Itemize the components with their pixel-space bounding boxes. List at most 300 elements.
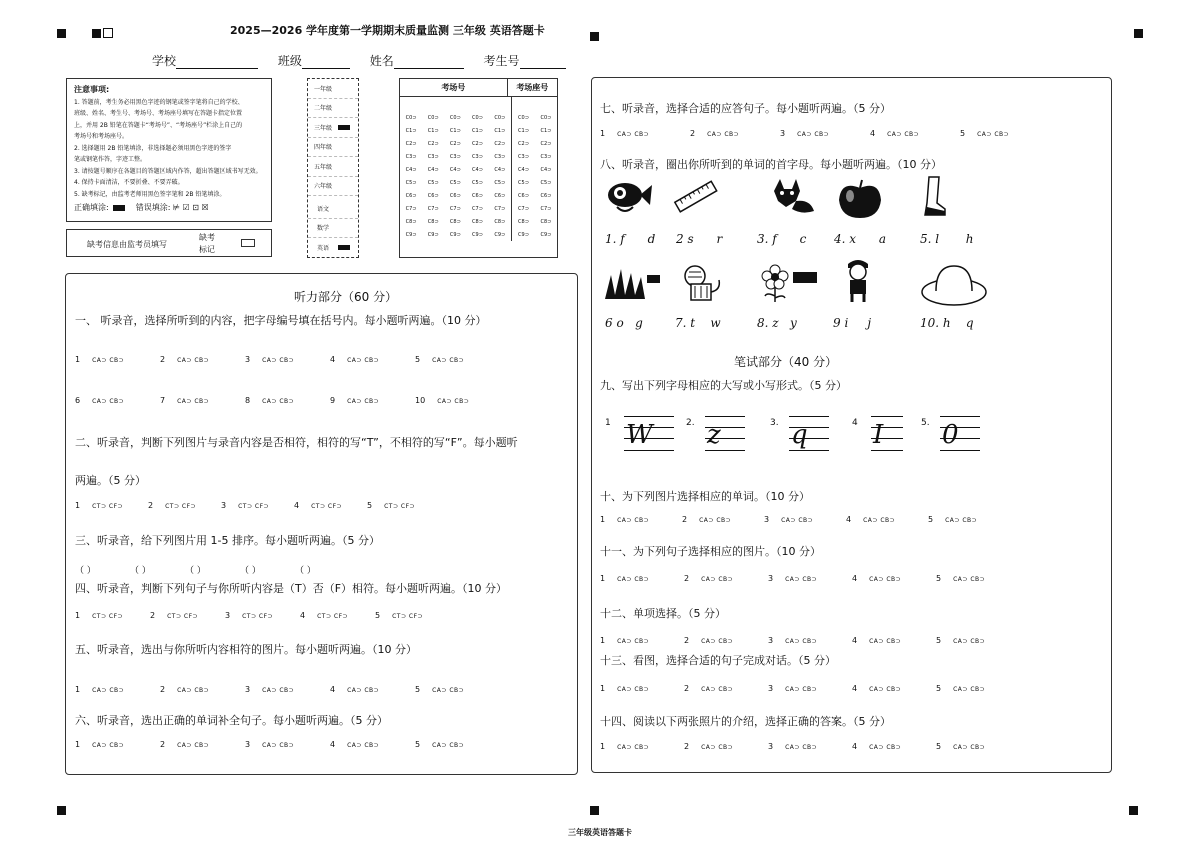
option-bubbles[interactable]: CA⊃ CB⊃ — [869, 686, 902, 693]
answer-item[interactable] — [330, 685, 379, 694]
question-number: 2 — [160, 685, 166, 694]
writing-line — [871, 416, 903, 417]
ruler-picture — [673, 177, 719, 217]
option-bubbles[interactable]: CA⊃ CB⊃ — [863, 517, 896, 524]
answer-item[interactable] — [75, 685, 124, 694]
answer-item[interactable] — [690, 129, 739, 138]
digit-bubble[interactable]: C8⊃ — [518, 218, 529, 225]
option-bubbles[interactable]: CA⊃ CB⊃ — [347, 357, 380, 364]
answer-item[interactable] — [682, 515, 731, 524]
digit-bubble[interactable]: C4⊃ — [540, 166, 552, 173]
question-number: 4 — [870, 129, 876, 138]
digit-bubble[interactable]: C2⊃ — [427, 140, 439, 147]
student-id-field[interactable] — [520, 57, 566, 69]
digit-bubble[interactable]: C8⊃ — [427, 218, 439, 225]
answer-item[interactable] — [684, 684, 733, 693]
option-bubbles[interactable]: CA⊃ CB⊃ — [437, 398, 470, 405]
grade-option[interactable] — [308, 79, 358, 99]
digit-bubble[interactable]: C3⊃ — [518, 153, 529, 160]
answer-item[interactable] — [245, 740, 294, 749]
digit-bubble[interactable]: C6⊃ — [472, 192, 483, 199]
order-bracket[interactable]: （ ） — [240, 566, 261, 576]
question-number: 5 — [936, 684, 942, 693]
option-bubbles[interactable]: CA⊃ CB⊃ — [177, 357, 210, 364]
answer-item[interactable] — [852, 636, 901, 645]
digit-bubble[interactable]: C8⊃ — [540, 218, 552, 225]
answer-item[interactable] — [768, 684, 817, 693]
option-bubbles[interactable]: CA⊃ CB⊃ — [617, 517, 650, 524]
option-bubbles[interactable]: CA⊃ CB⊃ — [177, 742, 210, 749]
name-field[interactable] — [394, 57, 464, 69]
question-number: 1 — [75, 355, 81, 364]
digit-bubble[interactable]: C1⊃ — [427, 127, 439, 134]
option-bubbles[interactable]: CA⊃ CB⊃ — [953, 638, 986, 645]
subject-bubble-filled[interactable] — [338, 245, 350, 250]
digit-bubble[interactable]: C5⊃ — [427, 179, 439, 186]
subject-bubble[interactable] — [338, 206, 350, 211]
digit-bubble[interactable]: C3⊃ — [405, 153, 417, 160]
option-bubbles[interactable]: CA⊃ CB⊃ — [701, 576, 734, 583]
option-bubbles[interactable]: CA⊃ CB⊃ — [92, 687, 125, 694]
option-bubbles[interactable]: CT⊃ CF⊃ — [165, 503, 197, 510]
option-bubbles[interactable]: CA⊃ CB⊃ — [262, 687, 295, 694]
digit-bubble[interactable]: C0⊃ — [518, 114, 529, 121]
q9-letter: q — [791, 420, 808, 450]
question-number: 1 — [600, 515, 606, 524]
question-number: 5 — [928, 515, 934, 524]
grade-option[interactable] — [308, 138, 358, 158]
answer-item[interactable] — [600, 574, 649, 583]
answer-item[interactable] — [160, 740, 209, 749]
answer-item[interactable] — [245, 355, 294, 364]
option-bubbles[interactable]: CA⊃ CB⊃ — [797, 131, 830, 138]
digit-bubble[interactable]: C4⊃ — [472, 166, 483, 173]
digit-bubble[interactable]: C7⊃ — [427, 205, 439, 212]
answer-item[interactable] — [75, 611, 123, 620]
option-bubbles[interactable]: CA⊃ CB⊃ — [699, 517, 732, 524]
name-label: 姓名 — [369, 54, 394, 68]
question-number: 4 — [852, 742, 858, 751]
order-bracket[interactable]: （ ） — [185, 566, 206, 576]
grade-option[interactable] — [308, 177, 358, 197]
q9-letter: z — [707, 420, 721, 450]
grade-bubble-filled[interactable] — [338, 125, 350, 130]
digit-bubble[interactable]: C1⊃ — [518, 127, 529, 134]
answer-item[interactable] — [768, 574, 817, 583]
question-number: 4 — [846, 515, 852, 524]
digit-bubble[interactable]: C5⊃ — [489, 176, 512, 189]
question-number: 4 — [852, 574, 858, 583]
digit-bubble[interactable]: C0⊃ — [449, 114, 461, 121]
question-number: 3 — [225, 611, 231, 620]
digit-bubble[interactable]: C6⊃ — [449, 192, 461, 199]
question-number: 2 — [684, 684, 690, 693]
q8-options-2: 2 s r — [676, 232, 723, 246]
absent-mark-bubble[interactable] — [241, 239, 255, 247]
answer-item[interactable] — [852, 574, 901, 583]
option-bubbles[interactable]: CA⊃ CB⊃ — [617, 686, 650, 693]
question-number: 5 — [936, 574, 942, 583]
answer-item[interactable] — [936, 742, 985, 751]
wrong-fill-examples-icon: ⊭ ☑ ⊡ ☒ — [173, 203, 209, 212]
writing-line — [789, 450, 829, 451]
digit-bubble[interactable]: C0⊃ — [489, 111, 512, 124]
leg-picture — [915, 175, 955, 219]
answer-item[interactable] — [600, 515, 649, 524]
question-number: 4 — [330, 740, 336, 749]
option-bubbles[interactable]: CT⊃ CF⊃ — [242, 613, 274, 620]
option-bubbles[interactable]: CA⊃ CB⊃ — [262, 398, 295, 405]
q9-writing-box[interactable] — [705, 416, 745, 462]
option-bubbles[interactable]: CA⊃ CB⊃ — [262, 357, 295, 364]
digit-bubble[interactable]: C9⊃ — [427, 231, 439, 238]
option-bubbles[interactable]: CA⊃ CB⊃ — [617, 638, 650, 645]
digit-bubble[interactable]: C2⊃ — [540, 140, 552, 147]
writing-line — [624, 416, 674, 417]
answer-item[interactable] — [245, 396, 294, 405]
order-bracket[interactable]: （ ） — [295, 566, 316, 576]
question-number: 1 — [600, 129, 606, 138]
answer-item[interactable] — [684, 742, 733, 751]
question-number: 8 — [245, 396, 251, 405]
question-number: 4 — [330, 685, 336, 694]
option-bubbles[interactable]: CA⊃ CB⊃ — [707, 131, 740, 138]
subject-option[interactable] — [308, 219, 358, 239]
digit-bubble[interactable]: C3⊃ — [540, 153, 552, 160]
question-number: 2 — [684, 574, 690, 583]
question-number: 5 — [375, 611, 381, 620]
option-bubbles[interactable]: CA⊃ CB⊃ — [781, 517, 814, 524]
option-bubbles[interactable]: CA⊃ CB⊃ — [785, 576, 818, 583]
answer-item[interactable] — [852, 742, 901, 751]
digit-bubble[interactable]: C7⊃ — [449, 205, 461, 212]
option-bubbles[interactable]: CT⊃ CF⊃ — [167, 613, 199, 620]
page-title: 2025—2026 学年度第一学期期末质量监测 三年级 英语答题卡 — [230, 24, 545, 37]
answer-item[interactable] — [600, 636, 649, 645]
digit-bubble[interactable]: C4⊃ — [449, 166, 461, 173]
q9-number: 5. — [921, 418, 930, 428]
digit-bubble[interactable]: C7⊃ — [405, 205, 417, 212]
answer-item[interactable] — [75, 740, 124, 749]
grade-bubble[interactable] — [338, 105, 350, 110]
digit-bubble[interactable]: C8⊃ — [405, 218, 417, 225]
registration-mark — [1134, 29, 1143, 38]
digit-bubble[interactable]: C7⊃ — [489, 202, 512, 215]
option-bubbles[interactable]: CA⊃ CB⊃ — [701, 686, 734, 693]
grade-option[interactable] — [308, 157, 358, 177]
digit-bubble[interactable]: C5⊃ — [449, 179, 461, 186]
option-bubbles[interactable]: CA⊃ CB⊃ — [869, 576, 902, 583]
grade-bubble[interactable] — [338, 144, 350, 149]
digit-bubble[interactable]: C5⊃ — [472, 179, 483, 186]
q9-writing-box[interactable] — [940, 416, 980, 462]
order-bracket[interactable]: （ ） — [130, 566, 151, 576]
answer-item[interactable] — [852, 684, 901, 693]
digit-bubble[interactable]: C5⊃ — [540, 179, 552, 186]
q9-writing-box[interactable] — [789, 416, 829, 462]
option-bubbles[interactable]: CA⊃ CB⊃ — [785, 638, 818, 645]
absent-mark-label: 标记 — [199, 245, 215, 254]
question-number: 3 — [768, 684, 774, 693]
answer-item[interactable] — [768, 742, 817, 751]
digit-bubble[interactable]: C1⊃ — [405, 127, 417, 134]
tiger-picture — [679, 262, 725, 304]
q11-instruction: 十一、为下列句子选择相应的图片。（10 分） — [600, 545, 821, 558]
question-number: 1 — [75, 611, 81, 620]
answer-item[interactable] — [75, 355, 124, 364]
option-bubbles[interactable]: CA⊃ CB⊃ — [262, 742, 295, 749]
registration-mark — [57, 806, 66, 815]
answer-item[interactable] — [415, 740, 464, 749]
option-bubbles[interactable]: CA⊃ CB⊃ — [869, 744, 902, 751]
digit-bubble[interactable]: C9⊃ — [449, 231, 461, 238]
digit-bubble[interactable]: C9⊃ — [405, 231, 417, 238]
answer-item[interactable] — [294, 501, 342, 510]
option-bubbles[interactable]: CA⊃ CB⊃ — [869, 638, 902, 645]
digit-bubble[interactable]: C7⊃ — [540, 205, 552, 212]
q12-instruction: 十二、单项选择。（5 分） — [600, 607, 726, 620]
grade-label: 五年级 — [313, 163, 332, 171]
digit-bubble[interactable]: C6⊃ — [518, 192, 529, 199]
option-bubbles[interactable]: CA⊃ CB⊃ — [92, 398, 125, 405]
answer-item[interactable] — [160, 685, 209, 694]
digit-bubble[interactable]: C2⊃ — [518, 140, 529, 147]
registration-mark — [590, 806, 599, 815]
answer-item[interactable] — [846, 515, 895, 524]
option-bubbles[interactable]: CA⊃ CB⊃ — [701, 744, 734, 751]
instruction-line: 考场号和考场座号。 — [74, 133, 129, 140]
class-label: 班级 — [277, 54, 302, 68]
answer-item[interactable] — [300, 611, 348, 620]
grade-subject-selector — [307, 78, 359, 258]
option-bubbles[interactable]: CA⊃ CB⊃ — [945, 517, 978, 524]
answer-item[interactable] — [150, 611, 198, 620]
q9-letter: W — [626, 420, 653, 450]
grade-bubble[interactable] — [338, 164, 350, 169]
answer-item[interactable] — [870, 129, 919, 138]
answer-item[interactable] — [684, 574, 733, 583]
question-number: 5 — [367, 501, 373, 510]
apple-picture — [835, 178, 885, 220]
option-bubbles[interactable]: CA⊃ CB⊃ — [785, 686, 818, 693]
question-number: 4 — [852, 636, 858, 645]
wrong-fill-label: 错误填涂: — [135, 203, 171, 212]
listening-section-panel — [65, 273, 578, 775]
question-number: 1 — [600, 574, 606, 583]
q8-options-9: 9 i j — [833, 316, 872, 330]
digit-bubble[interactable]: C5⊃ — [518, 179, 529, 186]
digit-bubble[interactable]: C9⊃ — [540, 231, 552, 238]
digit-bubble[interactable]: C0⊃ — [405, 114, 417, 121]
digit-bubble[interactable]: C6⊃ — [405, 192, 417, 199]
q9-number: 1 — [605, 418, 611, 428]
registration-mark — [1129, 806, 1138, 815]
option-bubbles[interactable]: CA⊃ CB⊃ — [432, 687, 465, 694]
question-number: 3 — [245, 685, 251, 694]
option-bubbles[interactable]: CA⊃ CB⊃ — [617, 131, 650, 138]
option-bubbles[interactable]: CA⊃ CB⊃ — [347, 687, 380, 694]
digit-bubble[interactable]: C4⊃ — [489, 163, 512, 176]
option-bubbles[interactable]: CA⊃ CB⊃ — [432, 742, 465, 749]
answer-item[interactable] — [600, 684, 649, 693]
answer-item[interactable] — [415, 685, 464, 694]
answer-item[interactable] — [764, 515, 813, 524]
option-bubbles[interactable]: CA⊃ CB⊃ — [347, 742, 380, 749]
option-bubbles[interactable]: CA⊃ CB⊃ — [977, 131, 1010, 138]
digit-bubble[interactable]: C9⊃ — [489, 228, 512, 241]
option-bubbles[interactable]: CA⊃ CB⊃ — [432, 357, 465, 364]
question-number: 3 — [768, 636, 774, 645]
boy-picture — [838, 258, 878, 304]
option-bubbles[interactable]: CA⊃ CB⊃ — [953, 686, 986, 693]
grade-option[interactable] — [308, 118, 358, 138]
option-bubbles[interactable]: CT⊃ CF⊃ — [311, 503, 343, 510]
digit-bubble[interactable]: C6⊃ — [540, 192, 552, 199]
digit-bubble[interactable]: C3⊃ — [472, 153, 483, 160]
digit-bubble[interactable]: C4⊃ — [518, 166, 529, 173]
question-number: 4 — [852, 684, 858, 693]
digit-bubble[interactable]: C8⊃ — [449, 218, 461, 225]
option-bubbles[interactable]: CA⊃ CB⊃ — [701, 638, 734, 645]
school-field[interactable] — [176, 57, 258, 69]
answer-item[interactable] — [330, 396, 379, 405]
option-bubbles[interactable]: CT⊃ CF⊃ — [92, 503, 124, 510]
answer-item[interactable] — [330, 740, 379, 749]
flower-picture — [757, 262, 819, 304]
digit-bubble[interactable]: C0⊃ — [472, 114, 483, 121]
fill-examples — [74, 202, 264, 214]
digit-bubble[interactable]: C4⊃ — [427, 166, 439, 173]
grade-bubble[interactable] — [338, 86, 350, 91]
digit-bubble[interactable]: C1⊃ — [449, 127, 461, 134]
grade-option[interactable] — [308, 99, 358, 119]
digit-bubble[interactable]: C6⊃ — [489, 189, 512, 202]
digit-bubble[interactable]: C8⊃ — [472, 218, 483, 225]
subject-label: 英语 — [316, 245, 329, 253]
option-bubbles[interactable]: CT⊃ CF⊃ — [92, 613, 124, 620]
q9-writing-box[interactable] — [624, 416, 674, 462]
answer-item[interactable] — [221, 501, 269, 510]
answer-item[interactable] — [684, 636, 733, 645]
digit-bubble[interactable]: C4⊃ — [405, 166, 417, 173]
option-bubbles[interactable]: CA⊃ CB⊃ — [953, 576, 986, 583]
digit-bubble[interactable]: C6⊃ — [427, 192, 439, 199]
option-bubbles[interactable]: CA⊃ CB⊃ — [92, 742, 125, 749]
subject-option[interactable] — [308, 238, 358, 258]
digit-bubble[interactable]: C3⊃ — [489, 150, 512, 163]
grade-bubble[interactable] — [338, 183, 350, 188]
question-number: 2 — [150, 611, 156, 620]
q9-writing-box[interactable] — [871, 416, 903, 462]
digit-bubble[interactable]: C7⊃ — [472, 205, 483, 212]
option-bubbles[interactable]: CT⊃ CF⊃ — [317, 613, 349, 620]
question-number: 1 — [600, 684, 606, 693]
answer-item[interactable] — [148, 501, 196, 510]
digit-bubble[interactable]: C8⊃ — [489, 215, 512, 228]
answer-item[interactable] — [936, 574, 985, 583]
q8-options-7: 7. t w — [675, 316, 721, 330]
registration-mark — [92, 29, 101, 38]
answer-item[interactable] — [245, 685, 294, 694]
answer-item[interactable] — [415, 355, 464, 364]
option-bubbles[interactable]: CA⊃ CB⊃ — [617, 744, 650, 751]
answer-item[interactable] — [960, 129, 1009, 138]
school-label: 学校 — [152, 54, 177, 68]
instructions-box — [66, 78, 272, 222]
digit-bubble[interactable]: C2⊃ — [405, 140, 417, 147]
answer-item[interactable] — [75, 501, 123, 510]
answer-item[interactable] — [225, 611, 273, 620]
digit-bubble[interactable]: C3⊃ — [449, 153, 461, 160]
order-bracket[interactable]: （ ） — [75, 566, 96, 576]
registration-mark — [590, 32, 599, 41]
answer-item[interactable] — [375, 611, 423, 620]
option-bubbles[interactable]: CT⊃ CF⊃ — [238, 503, 270, 510]
answer-item[interactable] — [160, 355, 209, 364]
option-bubbles[interactable]: CA⊃ CB⊃ — [177, 687, 210, 694]
option-bubbles[interactable]: CA⊃ CB⊃ — [617, 576, 650, 583]
digit-bubble[interactable]: C2⊃ — [472, 140, 483, 147]
digit-bubble[interactable]: C3⊃ — [427, 153, 439, 160]
option-bubbles[interactable]: CA⊃ CB⊃ — [785, 744, 818, 751]
digit-bubble[interactable]: C1⊃ — [472, 127, 483, 134]
digit-bubble[interactable]: C0⊃ — [540, 114, 552, 121]
grade-label: 二年级 — [313, 105, 332, 113]
answer-item[interactable] — [75, 396, 124, 405]
q2-instruction: 二、听录音，判断下列图片与录音内容是否相符，相符的写“T”，不相符的写“F”。每小题听 — [75, 436, 518, 449]
question-number: 3 — [221, 501, 227, 510]
digit-bubble[interactable]: C1⊃ — [489, 124, 512, 137]
option-bubbles[interactable]: CA⊃ CB⊃ — [177, 398, 210, 405]
option-bubbles[interactable]: CT⊃ CF⊃ — [384, 503, 416, 510]
answer-item[interactable] — [600, 129, 649, 138]
digit-bubble[interactable]: C2⊃ — [489, 137, 512, 150]
question-number: 7 — [160, 396, 166, 405]
option-bubbles[interactable]: CA⊃ CB⊃ — [887, 131, 920, 138]
digit-bubble[interactable]: C7⊃ — [518, 205, 529, 212]
question-number: 2 — [682, 515, 688, 524]
option-bubbles[interactable]: CA⊃ CB⊃ — [92, 357, 125, 364]
writing-line — [705, 450, 745, 451]
digit-bubble[interactable]: C5⊃ — [405, 179, 417, 186]
digit-bubble[interactable]: C9⊃ — [472, 231, 483, 238]
answer-item[interactable] — [928, 515, 977, 524]
q6-instruction: 六、听录音，选出正确的单词补全句子。每小题听两遍。（5 分） — [75, 714, 388, 727]
subject-bubble[interactable] — [338, 225, 350, 230]
subject-option[interactable] — [308, 199, 358, 219]
digit-bubble[interactable]: C2⊃ — [449, 140, 461, 147]
answer-item[interactable] — [768, 636, 817, 645]
answer-item[interactable] — [330, 355, 379, 364]
class-field[interactable] — [302, 57, 350, 69]
answer-item[interactable] — [160, 396, 209, 405]
answer-item[interactable] — [780, 129, 829, 138]
answer-item[interactable] — [600, 742, 649, 751]
q8-options-6: 6 o g — [605, 316, 643, 330]
digit-bubble[interactable]: C0⊃ — [427, 114, 439, 121]
answer-item[interactable] — [936, 636, 985, 645]
option-bubbles[interactable]: CA⊃ CB⊃ — [347, 398, 380, 405]
answer-item[interactable] — [936, 684, 985, 693]
seat-number-label: 考场座号 — [516, 83, 549, 92]
option-bubbles[interactable]: CT⊃ CF⊃ — [392, 613, 424, 620]
answer-item[interactable] — [367, 501, 415, 510]
digit-bubble[interactable]: C9⊃ — [518, 231, 529, 238]
option-bubbles[interactable]: CA⊃ CB⊃ — [953, 744, 986, 751]
answer-item[interactable] — [415, 396, 469, 405]
digit-bubble[interactable]: C1⊃ — [540, 127, 552, 134]
hat-picture — [920, 262, 988, 308]
